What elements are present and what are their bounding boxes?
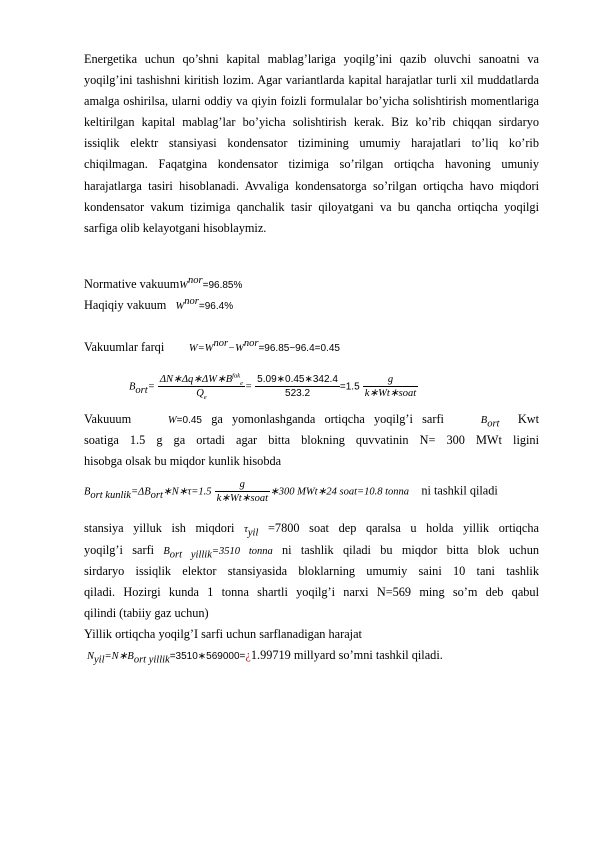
paragraph3-line3: sirdaryo issiqlik elektor stansiyasida bloklarning umumiy saini 10 tani tashlik (84, 564, 539, 578)
paragraph2-line2: soatiga 1.5 g ga ortadi agar bitta blokning quvvatinin N= 300 MWt ligini (84, 433, 539, 447)
actual-value: =96.4% (198, 301, 234, 312)
paragraph2-line3: hisobga olsak bu miqdor kunlik hisobda (84, 454, 282, 468)
paragraph3-line5: qilindi (tabiiy gaz uchun) (84, 606, 209, 620)
formula-fraction-unit: $\frac{g}{\text{k∗Wt∗soat}}$ (364, 374, 417, 399)
normative-vacuum-line: Normative vakuumW$^{nor}$=96.85% (84, 274, 243, 291)
formula-fraction-symbolic: $\frac{\Delta N∗\Delta q∗\Delta W∗B^{fak}_e}{Q_e}$ (159, 372, 243, 402)
intro-paragraph: Energetika uchun qo’shni kapital mablag’lariga yoqilg’ini qazib oluvchi sanoatni va yoqilg’ini tashishni kiritish lozim. Agar variantlarda kapital harajatlar turli xil muddatlarda amalga oshirilsa, ularni oddiy va qiyin foizli formulalar bo’yicha solishtirish momentlariga keltirilgan kapital mablag’lar bo’yicha solishtirish kerak. Biz ko’rib chiqqan sirdaryo issiqlik elektr stansiyasi kondensator tizimining umumiy harajatlari to’liq ko’rib chiqilmagan. Faqatgina kondensator tizimiga so’rilgan ortiqcha havoning umuniy harajatlarga tasiri hisoblanadi. Avvaliga kondensatorga so’rilgan ortiqcha havo miqdori kondensator vakum tizimiga qanchalik tasir qiloyatgani va bu qancha ortiqcha yoqilgi sarfiga olib kelayotgani hisoblaymiz. (84, 52, 539, 235)
actual-label: Haqiqiy vakuum (84, 298, 167, 312)
difference-label: Vakuumlar farqi (84, 340, 165, 354)
overuse-formula: $B_{ort}=$ $\frac{\Delta N∗\Delta q∗\Delta W∗B^{fak}_e}{Q_e}$ = $\frac{5.09∗0.45∗342.4}{523.2}$ =1.5 $\frac{g}{\text{k∗Wt∗soat}}$ (129, 372, 417, 402)
formula-fraction-numeric: $\frac{5.09∗0.45∗342.4}{523.2}$ (257, 374, 338, 399)
paragraph3-line2: yoqilg’i sarfi $B_{ort yillik}=3510$ tonna ni tashlik qiladi bu miqdor bitta blok uchun (84, 543, 539, 561)
paragraph3-line1: stansiya yilluk ish miqdori $\tau_{yil} =7800$ soat dep qaralsa u holda yillik ortiqcha (84, 521, 539, 539)
daily-formula-fraction: $\frac{g}{\text{k∗Wt∗soat}}$ (216, 479, 268, 504)
daily-formula-line: $B_{ort kunlik}=\Delta B_{ort}∗N∗\tau=1.5$ $\frac{g}{\text{k∗Wt∗soat}}$ ∗300 MWt∗24 soat=10.8 tonna ni tashkil qiladi (84, 479, 498, 504)
unknown-char-marker: ¿ (245, 648, 251, 662)
normative-label: Normative vakuum (84, 277, 180, 291)
final-cost-line: $N_{yil}=N∗B_{ort yillik}=3510∗569000=¿1.99719$ millyard so’mni tashkil qiladi. (87, 648, 443, 666)
vacuum-difference-line: Vakuumlar farqi $W=W^{nor}-W^{nor}=96.85-96.4=0.45$ (84, 337, 340, 354)
paragraph3-line4: qiladi. Hozirgi kunda 1 tonna shartli yoqilg’i narxi N=569 ming so’m deb qabul (84, 585, 539, 599)
cost-heading: Yillik ortiqcha yoqilg’I sarfi uchun sarflanadigan harajat (84, 627, 362, 641)
actual-vacuum-line: Haqiqiy vakuum $W^{nor}=96.4\%$ (84, 295, 234, 312)
normative-value: =96.85% (202, 280, 243, 291)
paragraph2-line1: Vakuuum W=0.45 ga yomonlashganda ortiqcha yoqilg’i sarfi $B_{ort}$ Kwt (84, 412, 540, 430)
